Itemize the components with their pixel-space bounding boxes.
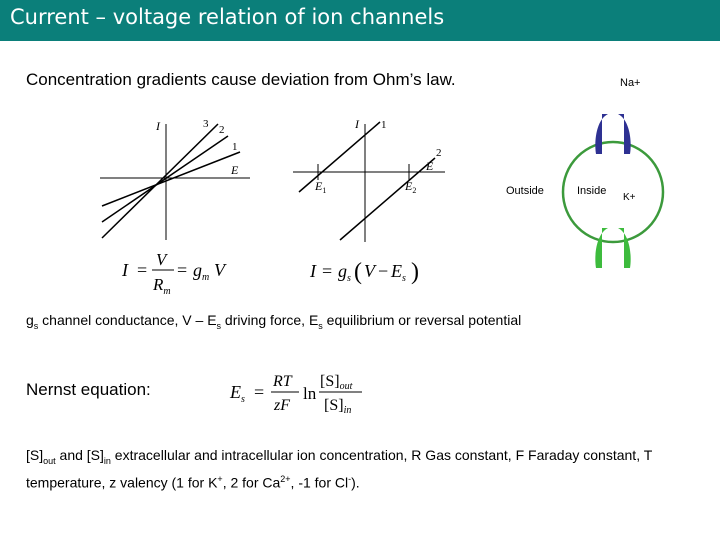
conductance-legend: $g_s$ channel conductance, V – $E_s$ driving force, $E_s$ equilibrium or reversal potential <box>26 312 522 331</box>
iv-graph-reversal <box>285 112 460 247</box>
line-2-label: 2 <box>436 147 442 159</box>
lead-text: Concentration gradients cause deviation from Ohm’s law. <box>26 70 456 89</box>
formula-minus: − <box>378 261 389 281</box>
formula-i: I <box>122 260 128 280</box>
formula-i: I <box>310 261 316 281</box>
na-channel-right <box>618 114 631 154</box>
k-label: K+ <box>623 192 636 203</box>
title-bar <box>0 0 720 41</box>
conductance-formula <box>308 252 428 292</box>
formula-zf: zF <box>274 397 290 414</box>
formula-eq: = <box>137 260 148 280</box>
formula-v: V <box>156 250 167 269</box>
ohm-formula <box>118 246 233 298</box>
formula-v2: V <box>214 260 225 280</box>
line-1-label: 1 <box>381 119 387 131</box>
cell-diagram <box>500 70 700 295</box>
formula-close-paren: ) <box>411 259 419 285</box>
line-2-label: 2 <box>219 124 225 136</box>
k-channel-left <box>595 228 608 268</box>
axis-e-label: E <box>426 159 434 173</box>
formula-eq2: = <box>177 260 188 280</box>
formula-ln: ln <box>303 384 317 403</box>
formula-rt: RT <box>273 373 292 390</box>
formula-s-out: [S]out <box>320 373 353 392</box>
formula-v: V <box>364 261 375 281</box>
e2-label: $E_2$ <box>405 179 417 195</box>
line-2 <box>102 136 228 222</box>
nernst-label: Nernst equation: <box>26 380 151 399</box>
iv-graph-ohmic <box>90 112 260 247</box>
axis-i-label: I <box>355 117 359 131</box>
line-1-label: 1 <box>232 141 238 153</box>
axis-e-label: E <box>231 163 239 177</box>
k-channel-right <box>618 228 631 268</box>
nernst-formula <box>228 368 368 418</box>
line-1 <box>299 122 380 192</box>
formula-e: $E_s$ <box>230 382 245 405</box>
outside-label: Outside <box>506 185 544 197</box>
e1-label: $E_1$ <box>315 179 327 195</box>
line-1 <box>102 152 240 206</box>
formula-eq: = <box>254 382 265 402</box>
line-2 <box>340 158 435 240</box>
formula-eq: = <box>322 261 333 281</box>
na-channel-left <box>595 114 608 154</box>
slide-title: Current – voltage relation of ion channels <box>10 5 445 29</box>
formula-s-in: [S]in <box>324 397 352 416</box>
formula-g: $g_m$ <box>193 260 210 283</box>
inside-label: Inside <box>577 185 607 197</box>
concentration-description: $[S]_{out}$ and $[S]_{in}$ extracellular and intracellular ion concentration, R Gas constant, F Faraday constant, T temperature, z valency (1 for K+, 2 for $Ca^{2+}$, -1 for Cl-). <box>26 447 653 491</box>
formula-g: $g_s$ <box>338 261 351 284</box>
formula-open-paren: ( <box>354 259 362 285</box>
line-3-label: 3 <box>203 118 209 130</box>
formula-e: $E_s$ <box>391 261 406 284</box>
line-3 <box>102 124 218 238</box>
formula-r: $R_m$ <box>153 275 171 297</box>
na-label: Na+ <box>620 77 641 89</box>
axis-i-label: I <box>156 119 160 133</box>
